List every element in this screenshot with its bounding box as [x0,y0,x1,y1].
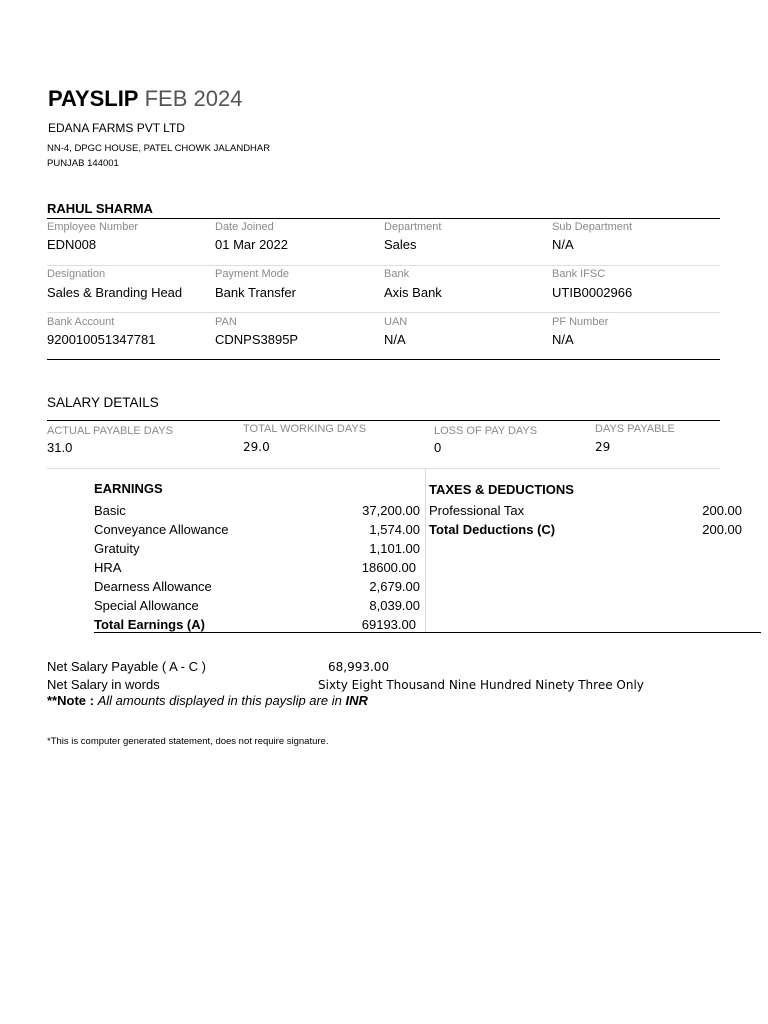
earning-hra-label: HRA [94,560,122,575]
currency-note [47,693,368,708]
earning-basic-label: Basic [94,503,126,518]
actual-payable-days-value: 31.0 [47,440,73,455]
loss-of-pay-days-label: LOSS OF PAY DAYS [434,425,538,437]
bank-ifsc-label: Bank IFSC [552,268,606,280]
title-month: FEB 2024 [144,86,243,111]
total-deductions-label: Total Deductions (C) [429,522,556,537]
earnings-title: EARNINGS [94,481,163,496]
earning-conveyance-label: Conveyance Allowance [94,522,229,537]
note-currency: INR [345,693,368,708]
total-working-days-label: TOTAL WORKING DAYS [243,423,367,435]
earnings-bottom-rule [94,632,761,633]
salary-top-rule [47,420,720,421]
total-working-days-value: 29.0 [243,440,270,454]
earning-special-label: Special Allowance [94,598,199,613]
deduction-professional-tax-label: Professional Tax [429,503,525,518]
actual-payable-days-label: ACTUAL PAYABLE DAYS [47,425,173,437]
bank-label: Bank [384,268,410,280]
net-salary-payable-label: Net Salary Payable ( A - C ) [47,659,206,674]
days-payable-label: DAYS PAYABLE [595,423,675,435]
employee-number-label: Employee Number [47,221,139,233]
earning-dearness-amount: 2,679.00 [369,579,420,594]
pf-number-value: N/A [552,332,574,347]
total-deductions-amount: 200.00 [702,522,742,537]
loss-of-pay-days-value: 0 [434,440,442,455]
date-joined-label: Date Joined [215,221,274,233]
payment-mode-value: Bank Transfer [215,285,296,300]
payslip-title [48,86,242,112]
net-salary-payable-value: 68,993.00 [328,660,390,674]
pan-label: PAN [215,316,237,328]
net-salary-words-value: Sixty Eight Thousand Nine Hundred Ninety Three Only [318,678,644,692]
company-name: EDANA FARMS PVT LTD [48,121,185,135]
sub-department-label: Sub Department [552,221,633,233]
note-prefix: **Note : [47,693,94,708]
pan-value: CDNPS3895P [215,332,299,347]
sub-department-value: N/A [552,237,574,252]
deduction-professional-tax-amount: 200.00 [702,503,742,518]
earnings-deductions-divider [425,468,426,632]
deductions-title: TAXES & DEDUCTIONS [429,482,574,497]
employee-name: RAHUL SHARMA [47,201,153,216]
earning-special-amount: 8,039.00 [369,598,420,613]
company-address-line1: NN-4, DPGC HOUSE, PATEL CHOWK JALANDHAR [47,143,271,154]
designation-label: Designation [47,268,106,280]
total-earnings-amount: 69193.00 [361,617,416,632]
note-text: All amounts displayed in this payslip are in [97,693,342,708]
designation-value: Sales & Branding Head [47,285,183,300]
bank-account-label: Bank Account [47,316,115,328]
employee-row-divider-1 [47,265,720,266]
uan-label: UAN [384,316,408,328]
department-label: Department [384,221,442,233]
bank-ifsc-value: UTIB0002966 [552,285,633,300]
employee-bottom-rule [47,359,720,360]
bank-value: Axis Bank [384,285,442,300]
employee-number-value: EDN008 [47,237,97,252]
title-bold: PAYSLIP [48,86,139,111]
payment-mode-label: Payment Mode [215,268,289,280]
uan-value: N/A [384,332,406,347]
date-joined-value: 01 Mar 2022 [215,237,288,252]
earning-gratuity-label: Gratuity [94,541,140,556]
department-value: Sales [384,237,417,252]
bank-account-value: 920010051347781 [47,332,156,347]
days-payable-value: 29 [595,440,611,454]
earning-gratuity-amount: 1,101.00 [369,541,420,556]
pf-number-label: PF Number [552,316,609,328]
salary-days-divider [47,468,720,469]
earning-hra-amount: 18600.00 [361,560,416,575]
employee-top-rule [47,218,720,219]
earning-basic-amount: 37,200.00 [362,503,420,518]
footer-disclaimer: *This is computer generated statement, does not require signature. [47,736,329,747]
total-earnings-label: Total Earnings (A) [94,617,205,632]
employee-row-divider-2 [47,312,720,313]
earning-dearness-label: Dearness Allowance [94,579,212,594]
salary-details-title: SALARY DETAILS [47,395,159,410]
net-salary-words-label: Net Salary in words [47,677,160,692]
company-address-line2: PUNJAB 144001 [47,158,119,169]
earning-conveyance-amount: 1,574.00 [369,522,420,537]
